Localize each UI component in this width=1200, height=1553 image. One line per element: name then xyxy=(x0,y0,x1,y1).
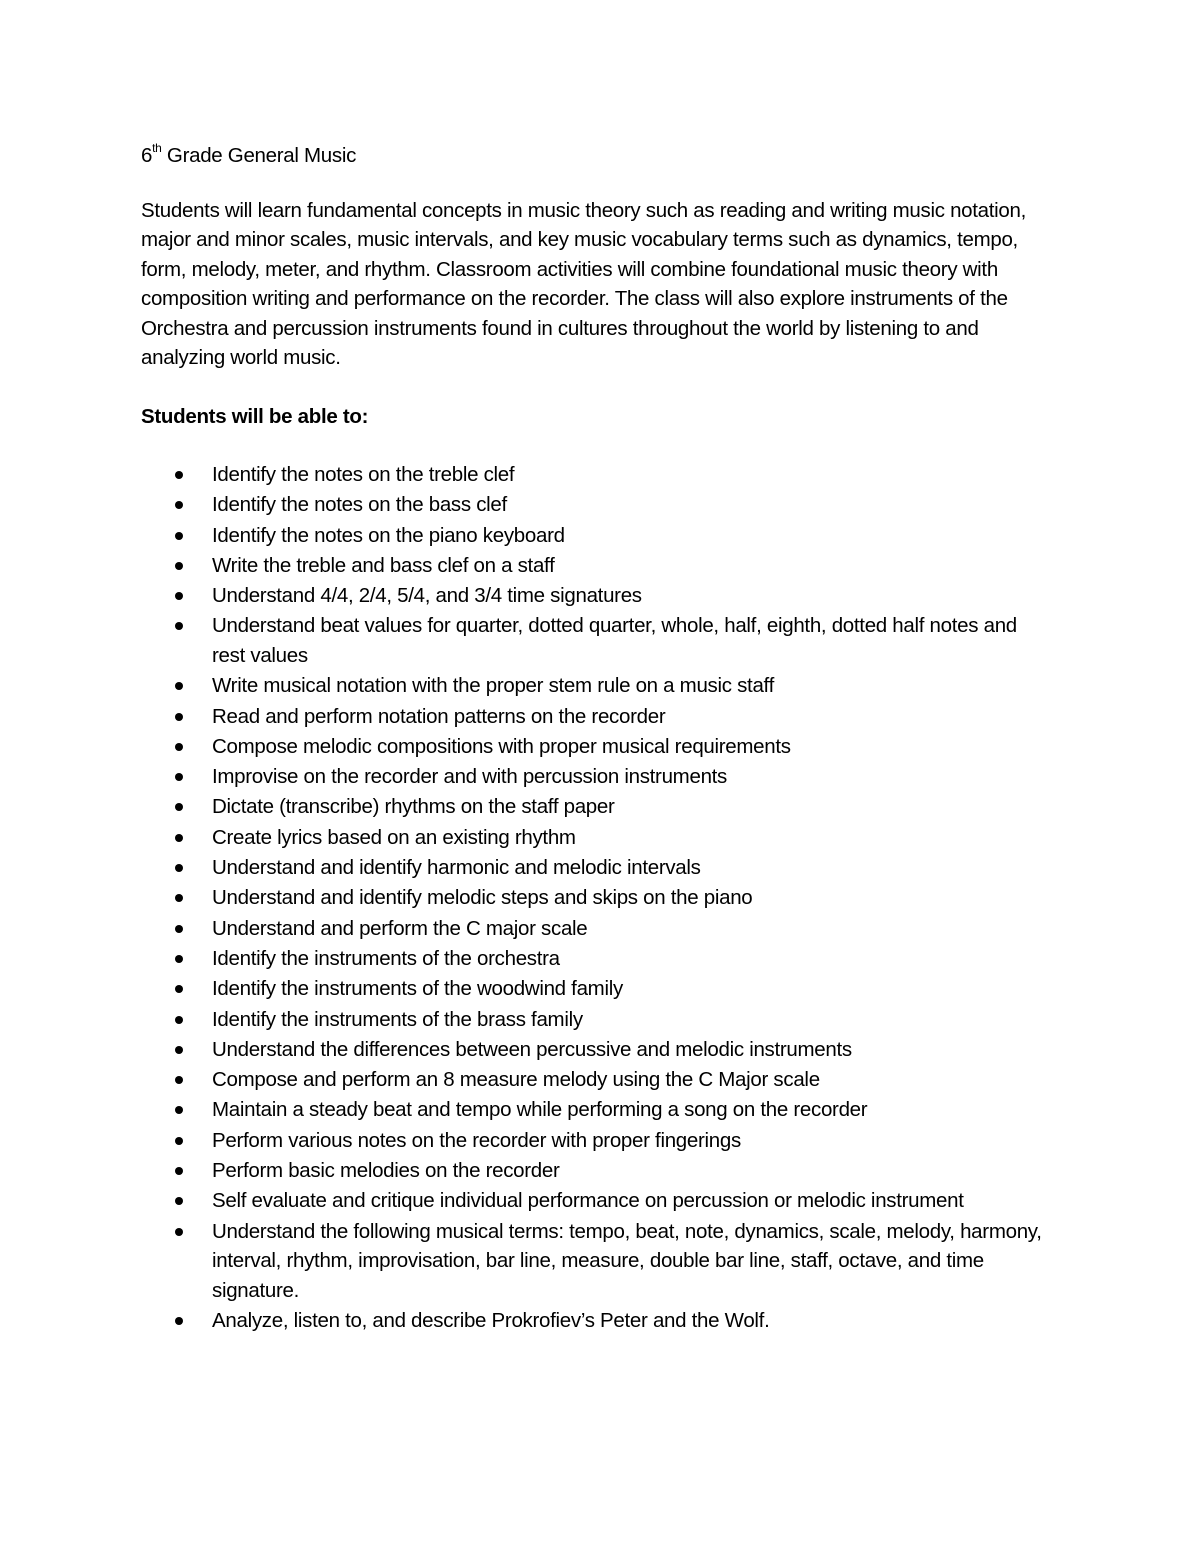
objective-item xyxy=(141,1065,1051,1095)
objective-text: Perform basic melodies on the recorder xyxy=(212,1159,560,1183)
objective-item xyxy=(141,853,1051,883)
bullet-icon xyxy=(175,1228,183,1236)
objective-item xyxy=(141,1095,1051,1125)
page-title xyxy=(141,141,1051,171)
bullet-icon xyxy=(175,894,183,902)
objective-text: Improvise on the recorder and with percussion instruments xyxy=(212,765,728,789)
objective-item xyxy=(141,1126,1051,1156)
objectives-heading: Students will be able to: xyxy=(141,404,369,428)
objective-text: Understand and identify melodic steps and skips on the piano xyxy=(212,886,753,910)
objective-text: Analyze, listen to, and describe Prokrofiev’s Peter and the Wolf. xyxy=(212,1308,770,1332)
objective-text: Dictate (transcribe) rhythms on the staff paper xyxy=(212,795,615,819)
bullet-icon xyxy=(175,622,183,630)
document-body xyxy=(141,141,1051,1336)
objective-item xyxy=(141,581,1051,611)
objective-text: Identify the instruments of the woodwind family xyxy=(212,977,623,1001)
bullet-icon xyxy=(175,1137,183,1145)
intro-paragraph: Students will learn fundamental concepts in music theory such as reading and writing music notation, major and minor scales, music intervals, and key music vocabulary terms such as dynamics, tempo, form, melody, meter, and rhythm. Classroom activities will combine foundational music theory with composition writing and performance on the recorder. The class will also explore instruments of the Orchestra and percussion instruments found in cultures throughout the world by listening to and analyzing world music. xyxy=(141,198,1027,369)
bullet-icon xyxy=(175,834,183,842)
objective-text: Write musical notation with the proper stem rule on a music staff xyxy=(212,674,774,698)
objective-text: Compose and perform an 8 measure melody using the C Major scale xyxy=(212,1068,820,1092)
objective-item xyxy=(141,1156,1051,1186)
title-superscript: th xyxy=(152,141,162,155)
bullet-icon xyxy=(175,955,183,963)
objective-text: Understand the following musical terms: tempo, beat, note, dynamics, scale, melody, harmony, interval, rhythm, improvisation, bar line, measure, double bar line, staff, octave, and time signature. xyxy=(212,1219,1042,1302)
title-number: 6 xyxy=(141,144,153,167)
objective-text: Understand and perform the C major scale xyxy=(212,916,588,940)
title-text: Grade General Music xyxy=(161,144,357,167)
objective-item xyxy=(141,914,1051,944)
objective-text: Understand the differences between percussive and melodic instruments xyxy=(212,1037,852,1061)
objective-item xyxy=(141,732,1051,762)
objective-text: Understand 4/4, 2/4, 5/4, and 3/4 time signatures xyxy=(212,584,642,608)
objective-item xyxy=(141,792,1051,822)
bullet-icon xyxy=(175,743,183,751)
bullet-icon xyxy=(175,1317,183,1325)
objective-item xyxy=(141,944,1051,974)
bullet-icon xyxy=(175,864,183,872)
objective-text: Understand and identify harmonic and melodic intervals xyxy=(212,856,701,880)
objective-item xyxy=(141,1306,1051,1336)
objective-text: Perform various notes on the recorder with proper fingerings xyxy=(212,1128,741,1152)
bullet-icon xyxy=(175,1167,183,1175)
bullet-icon xyxy=(175,925,183,933)
objective-text: Identify the instruments of the orchestra xyxy=(212,946,560,970)
objective-item xyxy=(141,671,1051,701)
objective-text: Read and perform notation patterns on the recorder xyxy=(212,704,666,728)
bullet-icon xyxy=(175,1046,183,1054)
bullet-icon xyxy=(175,1076,183,1084)
bullet-icon xyxy=(175,532,183,540)
objective-text: Understand beat values for quarter, dotted quarter, whole, half, eighth, dotted half notes and rest values xyxy=(212,614,1017,667)
objective-text: Identify the notes on the bass clef xyxy=(212,493,507,517)
bullet-icon xyxy=(175,471,183,479)
bullet-icon xyxy=(175,773,183,781)
bullet-icon xyxy=(175,501,183,509)
objective-item xyxy=(141,823,1051,853)
objective-item xyxy=(141,1005,1051,1035)
bullet-icon xyxy=(175,985,183,993)
objective-item xyxy=(141,460,1051,490)
bullet-icon xyxy=(175,1197,183,1205)
bullet-icon xyxy=(175,562,183,570)
objectives-list xyxy=(141,460,1051,1335)
bullet-icon xyxy=(175,713,183,721)
objective-text: Self evaluate and critique individual performance on percussion or melodic instrument xyxy=(212,1189,964,1213)
objective-text: Identify the notes on the treble clef xyxy=(212,463,515,486)
objective-item xyxy=(141,883,1051,913)
bullet-icon xyxy=(175,803,183,811)
objective-item xyxy=(141,551,1051,581)
objective-item xyxy=(141,1186,1051,1216)
objective-text: Create lyrics based on an existing rhythm xyxy=(212,825,576,849)
objective-item xyxy=(141,611,1051,670)
objective-item xyxy=(141,1035,1051,1065)
bullet-icon xyxy=(175,682,183,690)
bullet-icon xyxy=(175,592,183,600)
objective-item xyxy=(141,1217,1051,1306)
objective-text: Maintain a steady beat and tempo while performing a song on the recorder xyxy=(212,1098,868,1122)
objective-item xyxy=(141,490,1051,520)
objective-item xyxy=(141,702,1051,732)
bullet-icon xyxy=(175,1106,183,1114)
objective-text: Identify the notes on the piano keyboard xyxy=(212,523,565,547)
objective-item xyxy=(141,762,1051,792)
objective-text: Compose melodic compositions with proper musical requirements xyxy=(212,734,791,758)
objective-text: Write the treble and bass clef on a staff xyxy=(212,553,555,577)
objective-item xyxy=(141,974,1051,1004)
objective-item xyxy=(141,521,1051,551)
bullet-icon xyxy=(175,1016,183,1024)
objective-text: Identify the instruments of the brass family xyxy=(212,1007,583,1031)
